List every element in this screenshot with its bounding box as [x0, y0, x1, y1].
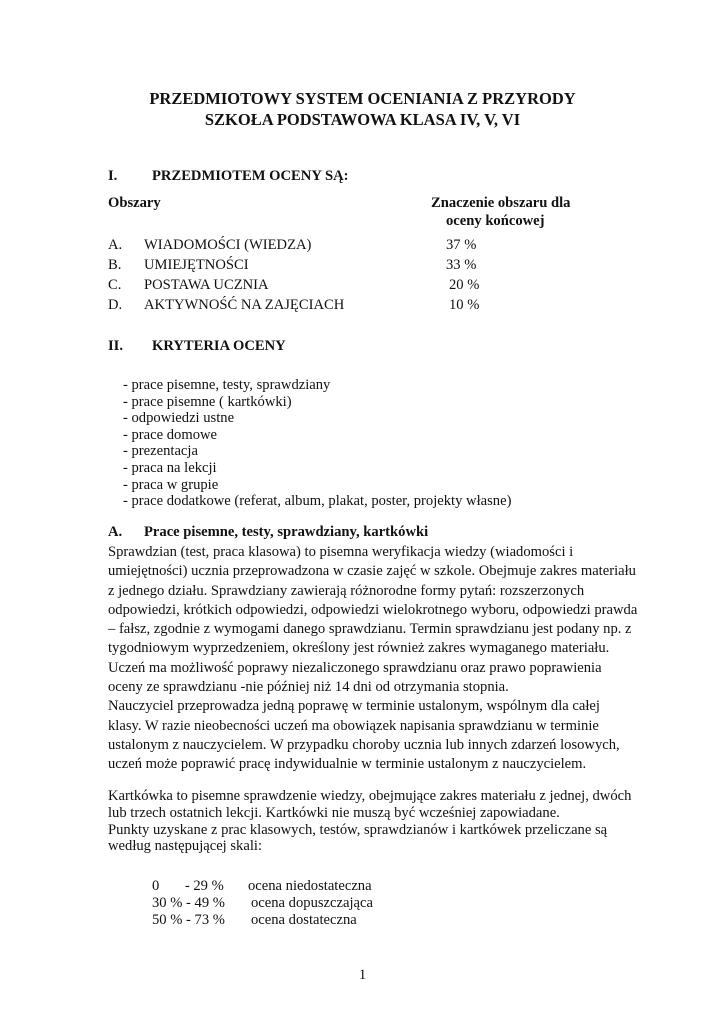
- areas-column-header: Obszary: [108, 195, 161, 211]
- section2-heading: KRYTERIA OCENY: [152, 338, 286, 354]
- paragraph-line: umiejętności) ucznia przeprowadzona w czasie zajęć w szkole. Obejmuje zakres materiału: [108, 563, 636, 580]
- list-item: - prace dodatkowe (referat, album, plakat, poster, projekty własne): [123, 493, 512, 510]
- scale-range: 0 - 29 %: [152, 878, 224, 894]
- list-item: - praca w grupie: [123, 476, 219, 493]
- list-item: - prace pisemne, testy, sprawdziany: [123, 377, 331, 393]
- criteria-list: [123, 377, 683, 510]
- list-item: - odpowiedzi ustne: [123, 410, 235, 427]
- paragraph-line: Uczeń ma możliwość poprawy niezaliczonego sprawdzianu oraz prawo poprawienia: [108, 659, 602, 676]
- weight-column-header-line2: oceny końcowej: [446, 213, 545, 229]
- paragraph-line: klasy. W razie nieobecności uczeń ma obowiązek napisania sprawdzianu w terminie: [108, 717, 599, 734]
- paragraph-line: Kartkówka to pisemne sprawdzenie wiedzy, obejmujące zakres materiału z jednej, dwóch: [108, 788, 632, 804]
- paragraph-line: lub trzech ostatnich lekcji. Kartkówki nie muszą być wcześniej zapowiadane.: [108, 804, 560, 821]
- area-label: POSTAWA UCZNIA: [144, 277, 269, 293]
- area-label: AKTYWNOŚĆ NA ZAJĘCIACH: [144, 297, 345, 313]
- paragraph-line: tygodniowym wyprzedzeniem, określony jest również zakres wymaganego materiału.: [108, 640, 610, 657]
- paragraph-line: ustalonym z nauczycielem. W przypadku choroby ucznia lub innych zdarzeń losowych,: [108, 736, 620, 753]
- list-item: - praca na lekcji: [123, 459, 217, 476]
- area-percent: 33 %: [446, 257, 477, 273]
- weight-column-header-line1: Znaczenie obszaru dla: [431, 195, 571, 211]
- area-letter: C.: [108, 277, 122, 293]
- area-letter: B.: [108, 257, 122, 273]
- scale-grade: ocena dopuszczająca: [251, 895, 373, 911]
- area-letter: A.: [108, 237, 123, 253]
- paragraph-line: według następującej skali:: [108, 838, 262, 855]
- area-letter: D.: [108, 297, 123, 313]
- paragraph-line: Sprawdzian (test, praca klasowa) to pisemna weryfikacja wiedzy (wiadomości i: [108, 544, 574, 560]
- document-title-line2: SZKOŁA PODSTAWOWA KLASA IV, V, VI: [204, 110, 521, 129]
- paragraph-line: Nauczyciel przeprowadza jedną poprawę w terminie ustalonym, wspólnym dla całej: [108, 698, 600, 715]
- area-percent: 37 %: [446, 237, 477, 253]
- paragraph-line: odpowiedzi, krótkich odpowiedzi, odpowiedzi wielokrotnego wyboru, odpowiedzi prawda: [108, 601, 638, 618]
- area-percent: 20 %: [449, 277, 480, 293]
- paragraph-line: uczeń może poprawić pracę indywidualnie w terminie ustalonym z nauczycielem.: [108, 756, 587, 773]
- section2-number: II.: [108, 338, 124, 354]
- paragraph-line: Punkty uzyskane z prac klasowych, testów, sprawdzianów i kartkówek przeliczane są: [108, 821, 608, 838]
- subsection-a-heading: Prace pisemne, testy, sprawdziany, kartkówki: [144, 524, 429, 540]
- scale-grade: ocena dostateczna: [251, 912, 357, 928]
- area-label: WIADOMOŚCI (WIEDZA): [144, 237, 312, 253]
- list-item: - prace pisemne ( kartkówki): [123, 393, 292, 410]
- area-label: UMIEJĘTNOŚCI: [144, 257, 249, 273]
- section1-number: I.: [108, 168, 118, 184]
- subsection-a-letter: A.: [108, 524, 123, 540]
- document-title-line1: PRZEDMIOTOWY SYSTEM OCENIANIA Z PRZYRODY: [149, 89, 576, 108]
- kartkowka-paragraph: [108, 788, 668, 855]
- page-number: 1: [358, 967, 367, 983]
- list-item: - prace domowe: [123, 426, 218, 443]
- paragraph-line: – fałsz, zgodnie z wymogami danego sprawdzianu. Termin sprawdzianu jest podany np. z: [108, 621, 632, 638]
- paragraph-line: oceny ze sprawdzianu -nie później niż 14 dni od otrzymania stopnia.: [108, 679, 509, 696]
- list-item: - prezentacja: [123, 443, 198, 460]
- scale-range: 50 % - 73 %: [152, 912, 225, 928]
- paragraph-line: z jednego działu. Sprawdziany zawierają różnorodne formy pytań: rozszerzonych: [108, 582, 585, 599]
- section1-heading: PRZEDMIOTEM OCENY SĄ:: [152, 168, 349, 184]
- sprawdzian-paragraph: [108, 543, 668, 775]
- scale-grade: ocena niedostateczna: [248, 878, 372, 894]
- scale-range: 30 % - 49 %: [152, 895, 225, 911]
- area-percent: 10 %: [449, 297, 480, 313]
